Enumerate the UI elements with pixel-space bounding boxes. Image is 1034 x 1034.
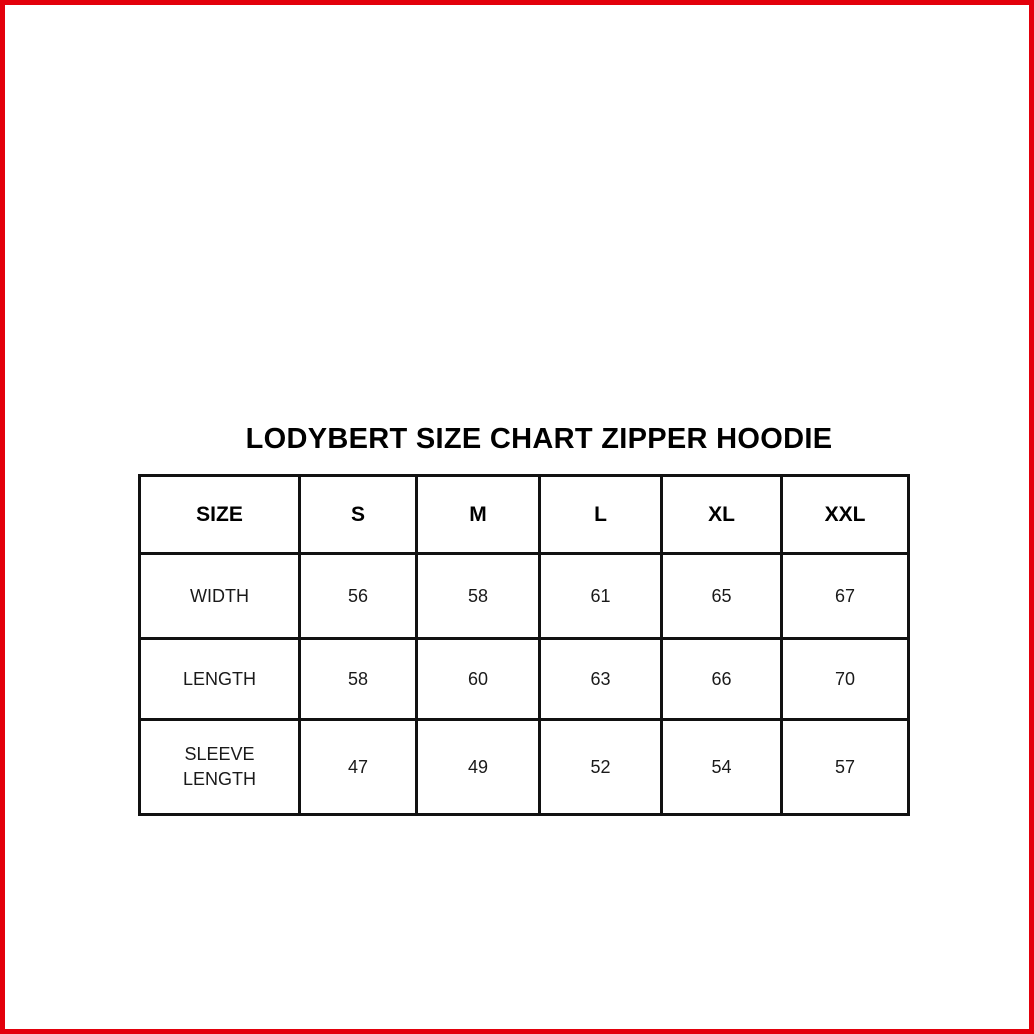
header-s: S bbox=[300, 476, 417, 554]
table-header-row bbox=[140, 476, 909, 554]
row-label-text: LENGTH bbox=[182, 668, 256, 689]
header-m: M bbox=[417, 476, 540, 554]
header-l: L bbox=[540, 476, 662, 554]
table-cell: 57 bbox=[782, 720, 909, 815]
header-xl: XL bbox=[662, 476, 782, 554]
table-cell: 58 bbox=[417, 554, 540, 639]
row-label-text: LENGTH bbox=[182, 769, 256, 789]
table-cell: 63 bbox=[540, 639, 662, 720]
table-cell: 47 bbox=[300, 720, 417, 815]
table-cell: 60 bbox=[417, 639, 540, 720]
table-row bbox=[140, 720, 909, 815]
table-cell: 66 bbox=[662, 639, 782, 720]
table-cell: 52 bbox=[540, 720, 662, 815]
table-cell: 58 bbox=[300, 639, 417, 720]
row-label-width bbox=[140, 554, 300, 639]
table-row bbox=[140, 639, 909, 720]
table-cell: 49 bbox=[417, 720, 540, 815]
table-cell: 54 bbox=[662, 720, 782, 815]
table-cell: 56 bbox=[300, 554, 417, 639]
header-xxl: XXL bbox=[782, 476, 909, 554]
table-cell: 70 bbox=[782, 639, 909, 720]
table-cell: 61 bbox=[540, 554, 662, 639]
size-chart-table bbox=[138, 474, 910, 816]
row-label-length bbox=[140, 639, 300, 720]
row-label-text: SLEEVE bbox=[184, 744, 255, 764]
table-cell: 67 bbox=[782, 554, 909, 639]
chart-title: LODYBERT SIZE CHART ZIPPER HOODIE bbox=[245, 423, 833, 455]
table-row bbox=[140, 554, 909, 639]
row-label-text: WIDTH bbox=[190, 585, 249, 606]
table-cell: 65 bbox=[662, 554, 782, 639]
row-label-sleeve-length bbox=[140, 720, 300, 815]
header-size: SIZE bbox=[140, 476, 300, 554]
